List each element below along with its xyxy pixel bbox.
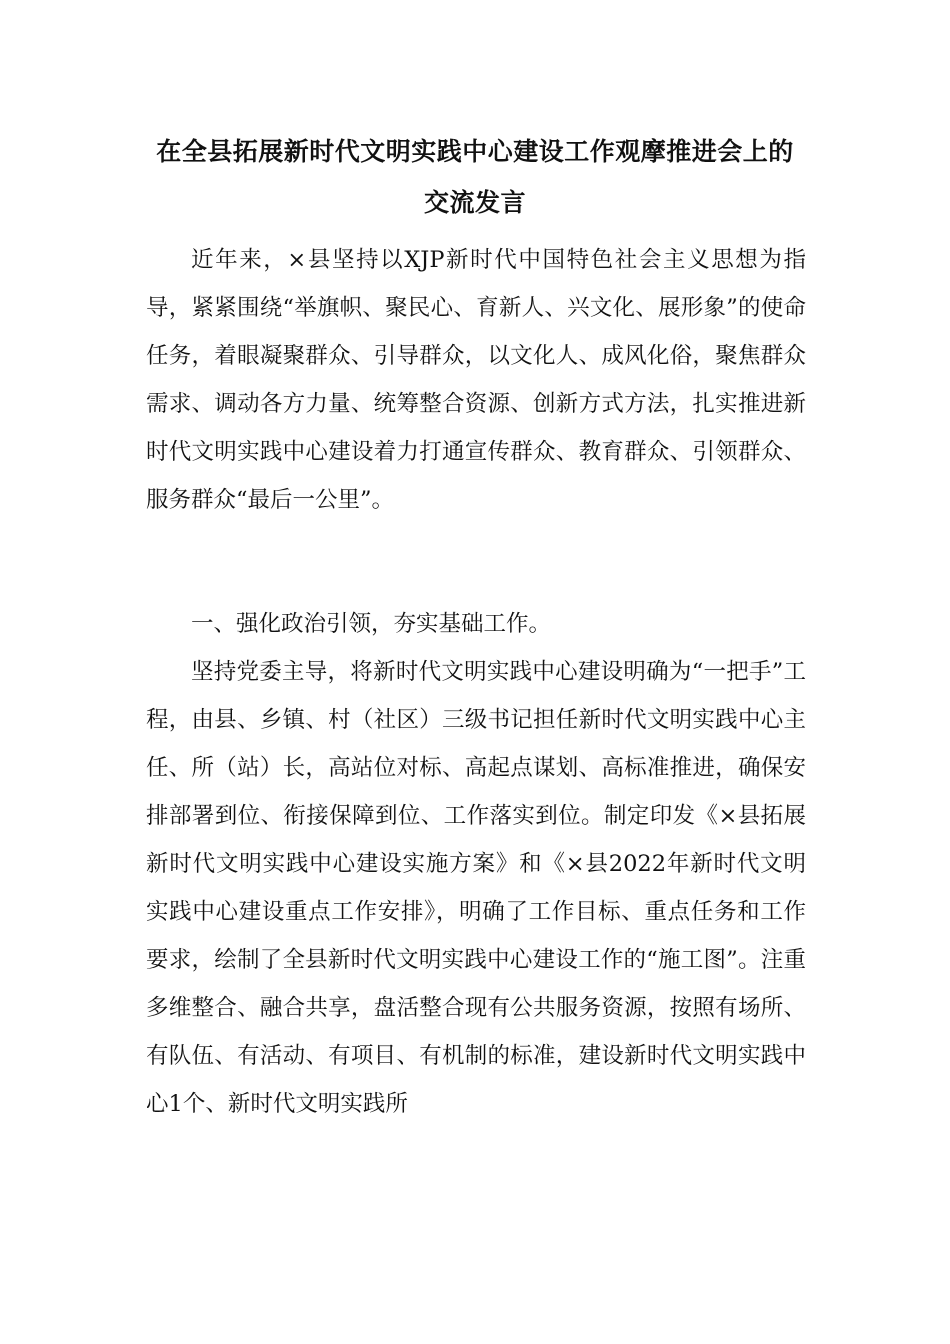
- section-heading-1: 一、强化政治引领，夯实基础工作。: [191, 611, 552, 637]
- document-title-line-2: 交流发言: [423, 188, 526, 217]
- paragraph-section-1: 坚持党委主导，将新时代文明实践中心建设明确为“一把手”工程，由县、乡镇、村（社区）三级书记担任新时代文明实践中心主任、所（站）长，高站位对标、高起点谋划、高标准推进，确保安排部署到位、衔接保障到位、工作落实到位。制定印发《×县拓展新时代文明实践中心建设实施方案》和《×县2022年新时代文明实践中心建设重点工作安排》，明确了工作目标、重点任务和工作要求，绘制了全县新时代文明实践中心建设工作的“施工图”。注重多维整合、融合共享，盘活整合现有公共服务资源，按照有场所、有队伍、有活动、有项目、有机制的标准，建设新时代文明实践中心1个、新时代文明实践所: [146, 659, 806, 1117]
- document-title-line-1: 在全县拓展新时代文明实践中心建设工作观摩推进会上的: [156, 137, 794, 166]
- paragraph-intro: 近年来，×县坚持以XJP新时代中国特色社会主义思想为指导，紧紧围绕“举旗帜、聚民心、育新人、兴文化、展形象”的使命任务，着眼凝聚群众、引导群众，以文化人、成风化俗，聚焦群众需求、调动各方力量、统筹整合资源、创新方式方法，扎实推进新时代文明实践中心建设着力打通宣传群众、教育群众、引领群众、服务群众“最后一公里”。: [146, 247, 806, 513]
